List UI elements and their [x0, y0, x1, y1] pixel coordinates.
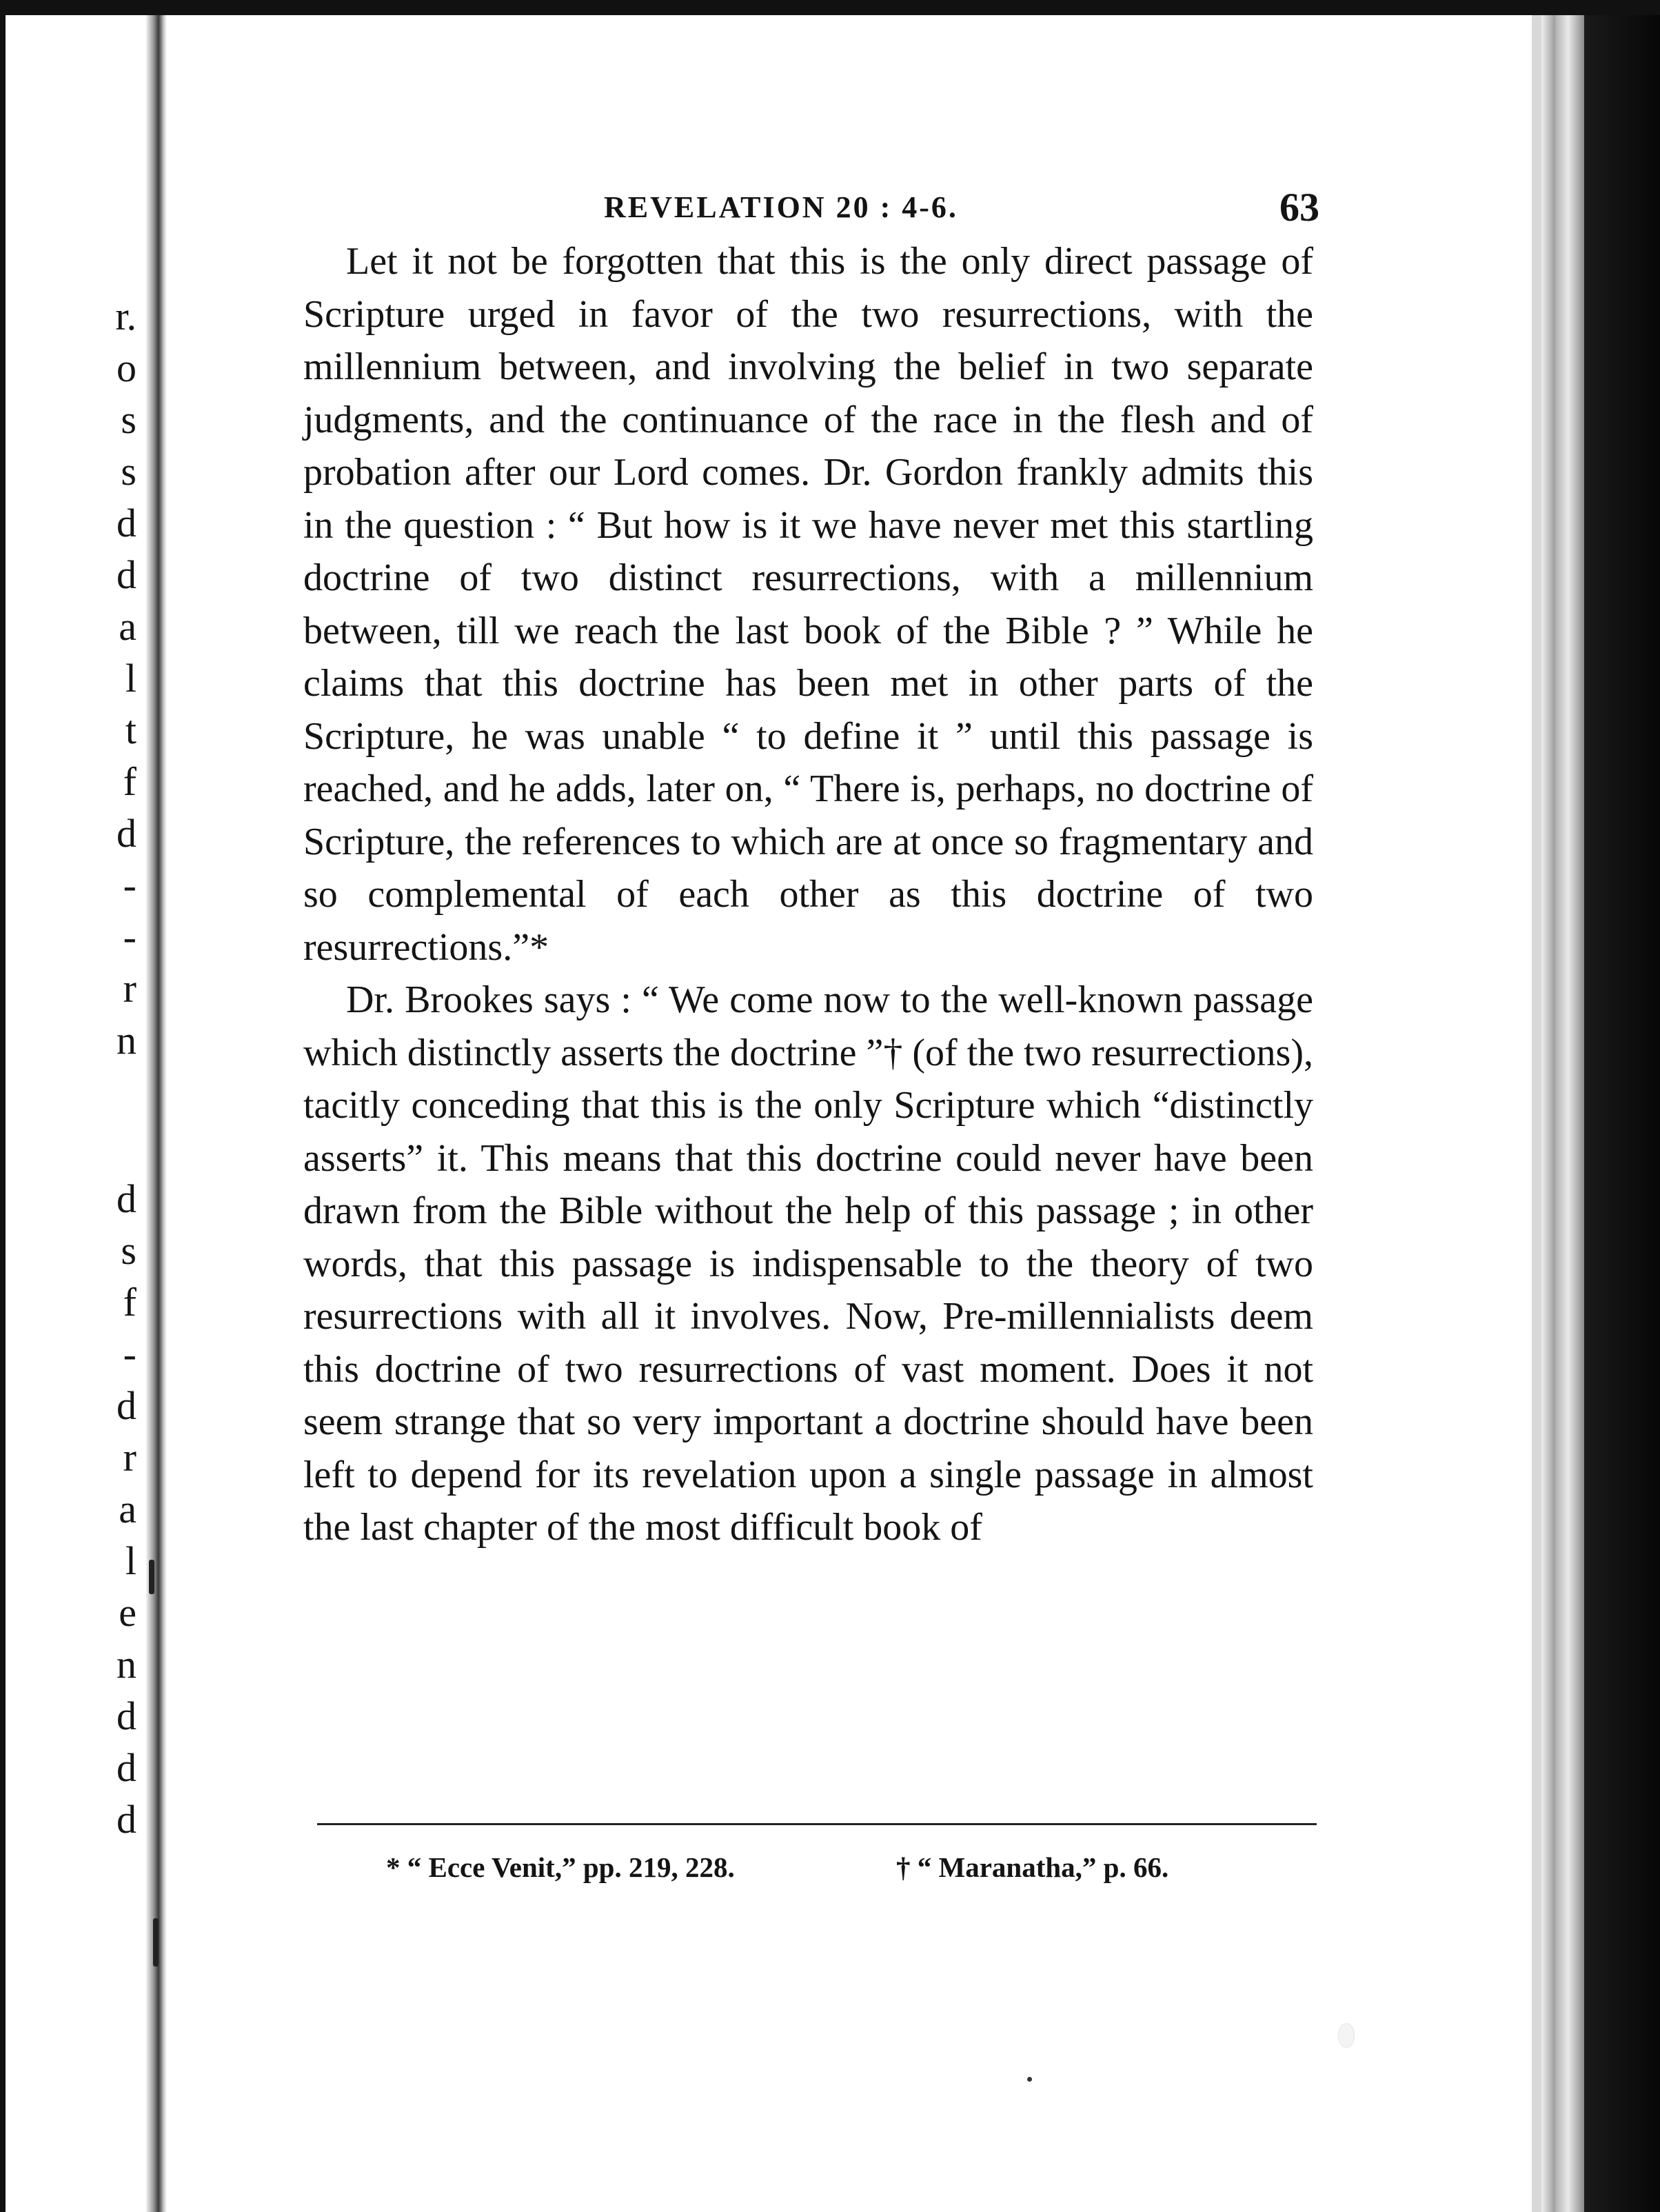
running-head — [303, 176, 1324, 235]
facing-page-letter: s — [121, 397, 136, 442]
paper-blemish — [1339, 2024, 1354, 2047]
facing-page-letter: l — [125, 1538, 136, 1583]
page-edge — [1532, 15, 1541, 2212]
facing-page-letter: t — [125, 707, 136, 752]
facing-page-letter: s — [121, 1228, 136, 1273]
page-number: 63 — [1279, 185, 1319, 230]
paragraph: Dr. Brookes says : “ We come now to the well-known passage which distinctly asserts the doctrine ”† (of the two resurrections), tacitly conceding that this is the only Scripture which “distinctly asserts” it. This means that this doctrine could never have been drawn from the Bible without the help of this passage ; in other words, that this passage is indispensable to the theory of two resurrections with all it involves. Now, Pre-millennialists deem this doctrine of two resurrections of vast moment. Does it not seem strange that so very important a doctrine should have been left to depend for its revelation upon a single passage in almost the last chapter of the most difficult book of — [303, 978, 1313, 1549]
facing-page-line-ends — [6, 15, 146, 2212]
facing-page-letter: n — [117, 1642, 136, 1687]
book-cover-edge — [1584, 15, 1660, 2212]
footnote: * “ Ecce Venit,” pp. 219, 228. — [386, 1851, 735, 1883]
facing-page-letter: d — [117, 1745, 136, 1790]
book-gutter — [146, 15, 167, 2212]
facing-page-letter: d — [117, 1797, 136, 1842]
ink-speck — [1027, 2077, 1032, 2082]
running-title: REVELATION 20 : 4-6. — [604, 190, 958, 224]
body-text — [303, 235, 1313, 1554]
facing-page-letter: l — [125, 656, 136, 701]
page — [303, 176, 1324, 1554]
gutter-mark — [149, 1560, 154, 1594]
facing-page-letter: - — [123, 914, 136, 959]
scan-border-top — [0, 0, 1660, 15]
facing-page-letter: a — [119, 1487, 136, 1531]
gutter-mark — [153, 1918, 159, 1967]
facing-page-letter: r. — [115, 294, 136, 339]
footnote: † “ Maranatha,” p. 66. — [896, 1851, 1169, 1883]
facing-page-letter: o — [117, 345, 136, 390]
facing-page-letter: - — [123, 863, 136, 907]
facing-page-letter: f — [123, 1280, 136, 1325]
facing-page-letter: n — [117, 1018, 136, 1063]
page-edge — [1555, 15, 1584, 2212]
facing-page-letter: d — [117, 552, 136, 597]
scan-border-left — [0, 0, 6, 2212]
paragraph: Let it not be forgotten that this is the only direct passage of Scripture urged in favor of the two resurrections, with the millennium between, and involving the belief in two separate judgments, and the continuance of the race in the flesh and of probation after our Lord comes. Dr. Gordon frankly admits this in the question : “ But how is it we have never met this startling doctrine of two distinct resurrections, with a millennium between, till we reach the last book of the Bible ? ” While he claims that this doctrine has been met in other parts of the Scripture, he was unable “ to define it ” until this passage is reached, and he adds, later on, “ There is, perhaps, no doctrine of Scripture, the references to which are at once so fragmentary and so complemental of each other as this doctrine of two resurrections.”* — [303, 240, 1313, 969]
facing-page-letter: d — [117, 811, 136, 856]
footnote-divider — [317, 1823, 1317, 1825]
facing-page-letter: d — [117, 1693, 136, 1738]
facing-page-letter: d — [117, 501, 136, 545]
facing-page-letter: d — [117, 1383, 136, 1428]
page-edge — [1541, 15, 1555, 2212]
facing-page-letter: - — [123, 1331, 136, 1376]
facing-page-fragment — [6, 15, 146, 2212]
facing-page-letter: f — [123, 759, 136, 804]
facing-page-letter: r — [123, 966, 136, 1011]
facing-page-letter: s — [121, 449, 136, 494]
facing-page-letter: r — [123, 1435, 136, 1480]
facing-page-letter: e — [119, 1590, 136, 1635]
facing-page-letter: d — [117, 1176, 136, 1221]
facing-page-letter: a — [119, 604, 136, 649]
